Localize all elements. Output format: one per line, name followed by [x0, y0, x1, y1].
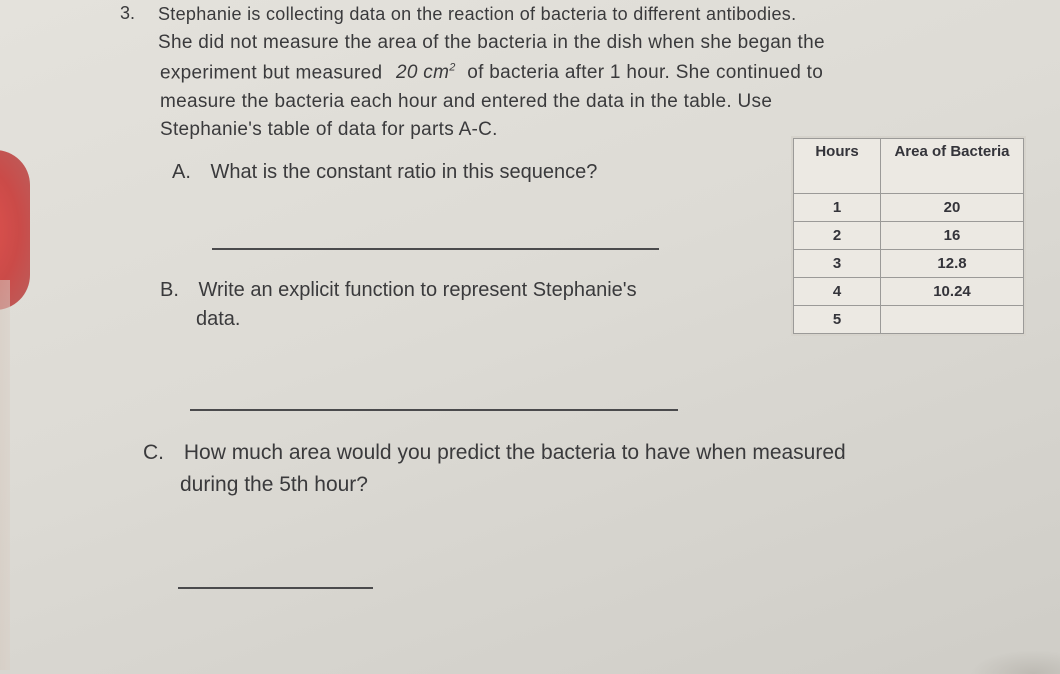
intro-line-3-start: experiment but measured — [160, 62, 383, 84]
question-a — [172, 161, 597, 184]
cell-area: 10.24 — [881, 278, 1024, 306]
measure-number: 20 cm — [395, 62, 450, 84]
cell-hours: 5 — [794, 306, 881, 334]
measure-value — [396, 62, 456, 83]
table-row — [794, 306, 1024, 334]
question-c-text-2: during the 5th hour? — [180, 473, 368, 496]
cell-area: 12.8 — [881, 250, 1024, 278]
intro-line-3-end: of bacteria after 1 hour. She continued to — [467, 62, 824, 84]
table-header-row — [794, 139, 1024, 194]
question-a-label: A. — [172, 161, 191, 183]
cell-area: 20 — [881, 194, 1024, 222]
question-b-text-1: Write an explicit function to represent Stephanie's — [198, 279, 637, 301]
answer-line-c[interactable] — [178, 587, 373, 589]
answer-line-a[interactable] — [212, 248, 659, 250]
intro-line-4: measure the bacteria each hour and entered the data in the table. Use — [160, 91, 773, 112]
table-row — [794, 278, 1024, 306]
finger-edge — [0, 280, 10, 670]
intro-line-1: Stephanie is collecting data on the reaction of bacteria to different antibodies. — [158, 4, 797, 24]
measure-exponent: 2 — [449, 62, 456, 74]
question-b — [160, 279, 637, 302]
question-b-text-2: data. — [196, 308, 241, 330]
intro-line-3 — [160, 62, 823, 84]
question-c — [143, 441, 846, 465]
question-c-label: C. — [143, 441, 164, 464]
intro-line-5: Stephanie's table of data for parts A-C. — [160, 119, 498, 140]
table-row — [794, 250, 1024, 278]
answer-line-b[interactable] — [190, 409, 678, 411]
cell-hours: 4 — [794, 278, 881, 306]
header-area: Area of Bacteria — [881, 139, 1024, 194]
table-row — [794, 194, 1024, 222]
question-c-text-1: How much area would you predict the bacteria to have when measured — [183, 441, 846, 464]
header-hours: Hours — [794, 139, 881, 194]
cell-area-empty[interactable] — [881, 306, 1024, 334]
page-smudge — [970, 650, 1060, 674]
problem-number: 3. — [120, 3, 136, 23]
bacteria-data-table — [793, 138, 1024, 334]
cell-hours: 3 — [794, 250, 881, 278]
question-b-label: B. — [160, 279, 179, 301]
cell-area: 16 — [881, 222, 1024, 250]
table-row — [794, 222, 1024, 250]
intro-line-2: She did not measure the area of the bacteria in the dish when she began the — [158, 32, 825, 53]
cell-hours: 2 — [794, 222, 881, 250]
question-a-text: What is the constant ratio in this sequence? — [210, 161, 598, 183]
cell-hours: 1 — [794, 194, 881, 222]
